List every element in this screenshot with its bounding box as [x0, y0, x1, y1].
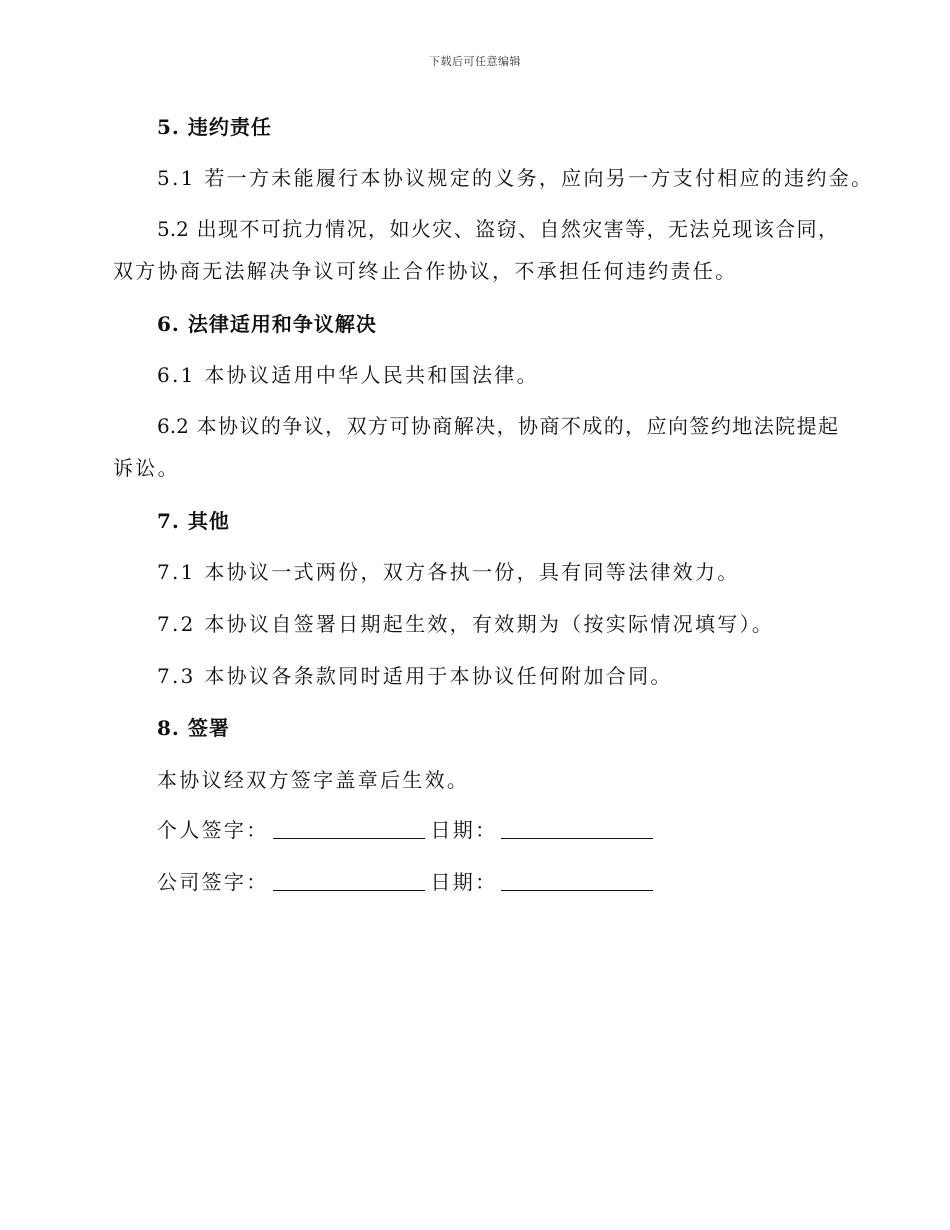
- clause-5-2-line-2: 双方协商无法解决争议可终止合作协议，不承担任何违约责任。: [113, 259, 738, 283]
- company-signature-row: [157, 867, 659, 897]
- clause-6-1: 6.1 本协议适用中华人民共和国法律。: [157, 363, 539, 387]
- personal-signature-blank[interactable]: [273, 818, 425, 839]
- section-8-title: 8. 签署: [157, 716, 230, 740]
- personal-signature-label: 个人签字：: [157, 818, 269, 842]
- section-5-title: 5. 违约责任: [157, 115, 272, 139]
- section-7-title: 7. 其他: [157, 509, 230, 533]
- company-signature-blank[interactable]: [273, 870, 425, 891]
- personal-date-blank[interactable]: [501, 818, 653, 839]
- personal-date-label: 日期：: [430, 818, 498, 842]
- company-date-label: 日期：: [430, 870, 498, 894]
- clause-8-text: 本协议经双方签字盖章后生效。: [157, 768, 470, 792]
- clause-7-2: 7.2 本协议自签署日期起生效，有效期为（按实际情况填写）。: [157, 612, 775, 636]
- page-header: 下载后可任意编辑: [429, 55, 521, 68]
- section-6-title: 6. 法律适用和争议解决: [157, 312, 377, 336]
- clause-6-2-line-1: 6.2 本协议的争议，双方可协商解决，协商不成的，应向签约地法院提起: [157, 414, 838, 438]
- clause-7-1: 7.1 本协议一式两份，双方各执一份，具有同等法律效力。: [157, 560, 740, 584]
- clause-5-1: 5.1 若一方未能履行本协议规定的义务，应向另一方支付相应的违约金。: [157, 166, 874, 190]
- personal-signature-row: [157, 815, 659, 845]
- company-signature-label: 公司签字：: [157, 870, 269, 894]
- company-date-blank[interactable]: [501, 870, 653, 891]
- clause-7-3: 7.3 本协议各条款同时适用于本协议任何附加合同。: [157, 664, 673, 688]
- clause-5-2-line-1: 5.2 出现不可抗力情况，如火灾、盗窃、自然灾害等，无法兑现该合同，: [157, 217, 838, 241]
- clause-6-2-line-2: 诉讼。: [113, 456, 180, 480]
